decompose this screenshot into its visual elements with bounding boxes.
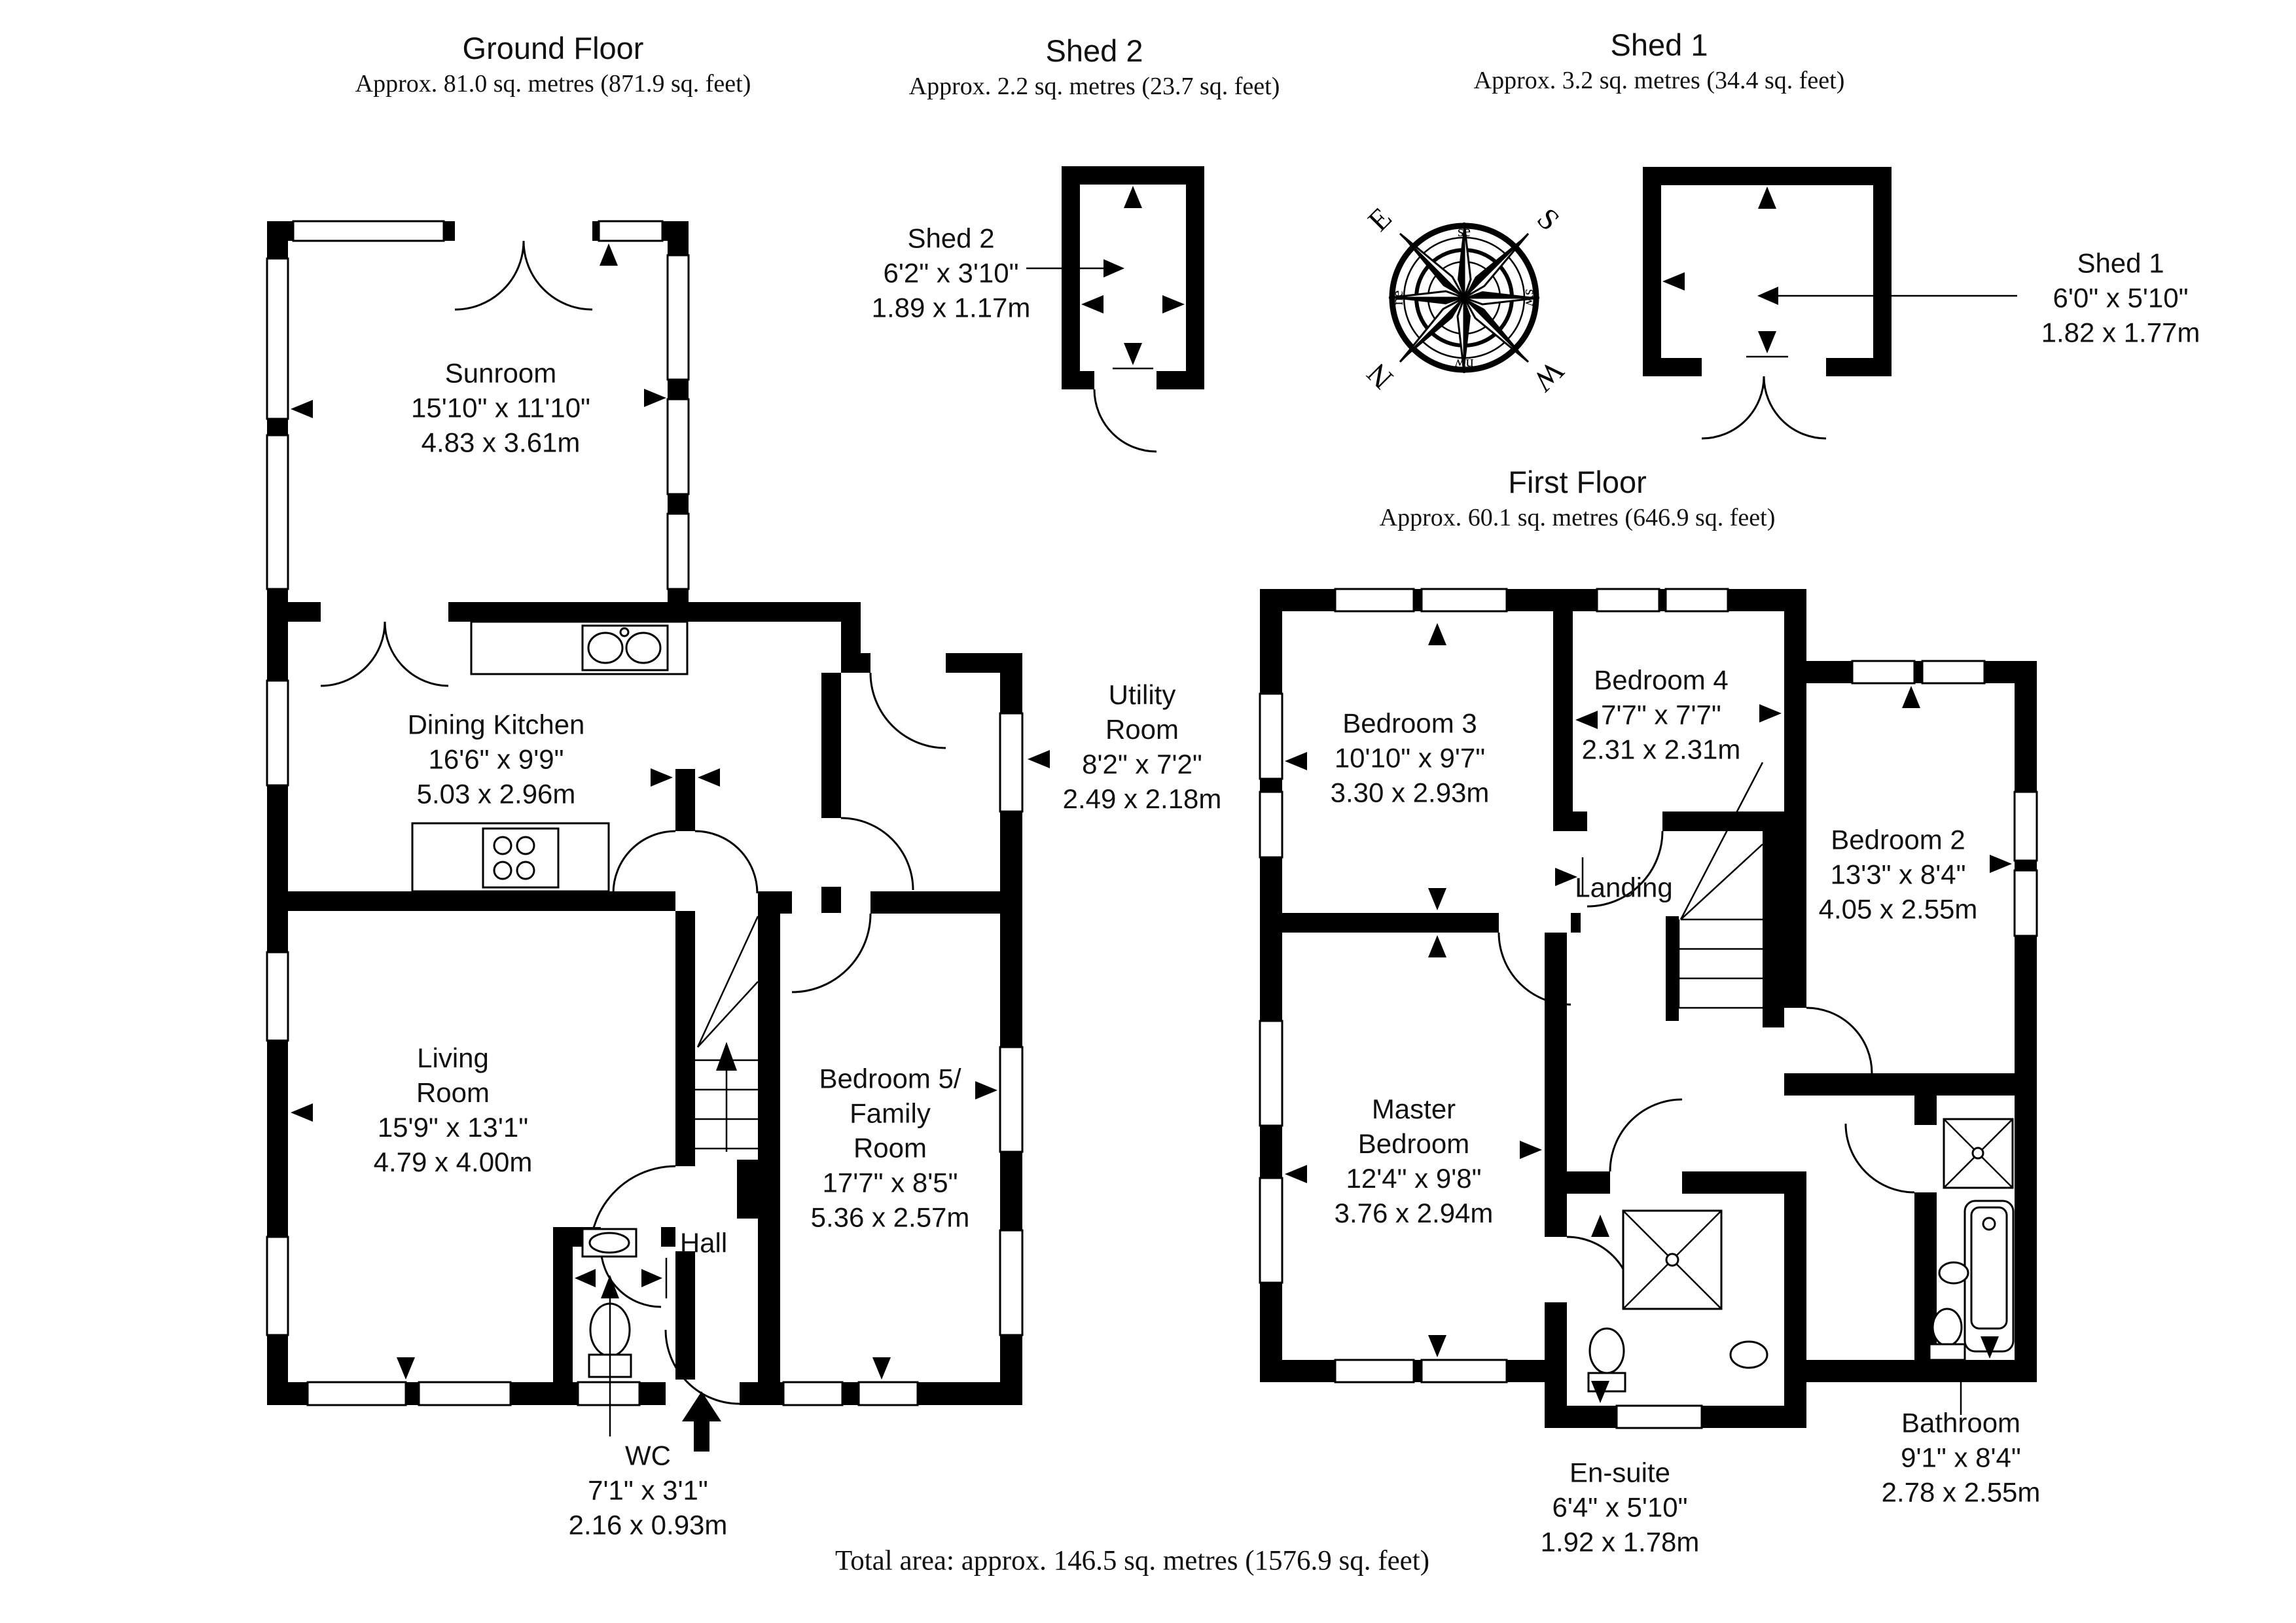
dining-kitchen-metric: 5.03 x 2.96m xyxy=(416,778,576,810)
title-shed2-area: Approx. 2.2 sq. metres (23.7 sq. feet) xyxy=(908,73,1280,100)
utility-name2: Room xyxy=(1105,714,1179,745)
sunroom-name: Sunroom xyxy=(444,357,557,389)
room-label-master xyxy=(1335,1092,1494,1230)
compass-n: N xyxy=(1360,357,1399,396)
shed2-name: Shed 2 xyxy=(907,223,995,254)
room-label-shed1 xyxy=(2041,246,2200,350)
kitchen-counter-sink xyxy=(471,622,687,674)
bathroom-metric: 2.78 x 2.55m xyxy=(1881,1476,2041,1508)
room-label-landing xyxy=(1575,870,1672,905)
compass-se: se xyxy=(1458,223,1471,240)
title-first-floor-area: Approx. 60.1 sq. metres (646.9 sq. feet) xyxy=(1379,504,1776,531)
title-ground-floor xyxy=(355,30,751,101)
bedroom5-name1: Bedroom 5/ xyxy=(819,1063,961,1094)
bedroom4-metric: 2.31 x 2.31m xyxy=(1581,734,1741,765)
bedroom4-imperial: 7'7" x 7'7" xyxy=(1601,699,1721,730)
shed1-metric: 1.82 x 1.77m xyxy=(2041,317,2200,348)
ensuite-metric: 1.92 x 1.78m xyxy=(1540,1526,1700,1558)
bedroom2-name: Bedroom 2 xyxy=(1831,824,1965,855)
wc-imperial: 7'1" x 3'1" xyxy=(588,1474,708,1506)
master-metric: 3.76 x 2.94m xyxy=(1334,1198,1494,1228)
compass-w: W xyxy=(1526,354,1571,399)
room-label-ensuite xyxy=(1541,1455,1700,1560)
living-metric: 4.79 x 4.00m xyxy=(373,1147,533,1177)
sunroom-imperial: 15'10" x 11'10" xyxy=(411,392,590,423)
master-imperial: 12'4" x 9'8" xyxy=(1346,1163,1482,1194)
ensuite-imperial: 6'4" x 5'10" xyxy=(1552,1491,1688,1523)
shed2-imperial: 6'2" x 3'10" xyxy=(883,257,1019,289)
utility-imperial: 8'2" x 7'2" xyxy=(1082,749,1202,779)
utility-metric: 2.49 x 2.18m xyxy=(1062,783,1222,814)
bedroom5-metric: 5.36 x 2.57m xyxy=(810,1202,970,1233)
shed2-leader-arrow xyxy=(1103,259,1124,277)
living-imperial: 15'9" x 13'1" xyxy=(377,1112,529,1143)
room-label-bedroom3 xyxy=(1331,706,1490,810)
shed1-name: Shed 1 xyxy=(2077,247,2164,279)
room-label-utility xyxy=(1063,677,1222,816)
bedroom3-imperial: 10'10" x 9'7" xyxy=(1334,742,1486,774)
room-label-shed2 xyxy=(872,221,1031,325)
landing-name: Landing xyxy=(1575,872,1673,903)
total-area-text: Total area: approx. 146.5 sq. metres (1576.9 sq. feet) xyxy=(834,1545,1430,1577)
room-label-wc xyxy=(569,1438,728,1543)
compass-e: E xyxy=(1361,201,1398,238)
title-first-floor-name: First Floor xyxy=(1508,465,1647,499)
bedroom2-imperial: 13'3" x 8'4" xyxy=(1830,859,1966,890)
room-label-sunroom xyxy=(411,356,590,460)
hall-name: Hall xyxy=(679,1227,728,1258)
living-name2: Room xyxy=(416,1077,490,1108)
master-name2: Bedroom xyxy=(1357,1128,1470,1159)
living-name1: Living xyxy=(417,1043,489,1073)
room-label-bathroom xyxy=(1882,1406,2041,1510)
bedroom5-name2: Family xyxy=(850,1097,931,1129)
compass-rose xyxy=(1360,201,1570,399)
bedroom2-metric: 4.05 x 2.55m xyxy=(1818,893,1978,925)
shed1-plan xyxy=(1643,167,2017,438)
bedroom4-name: Bedroom 4 xyxy=(1594,664,1729,696)
title-first-floor xyxy=(1380,464,1776,535)
shed2-plan xyxy=(1026,166,1204,452)
title-ground-floor-area: Approx. 81.0 sq. metres (871.9 sq. feet) xyxy=(355,70,751,98)
compass-s: S xyxy=(1530,201,1567,238)
title-shed2-name: Shed 2 xyxy=(1045,33,1143,68)
ensuite-fixtures xyxy=(1588,1211,1767,1403)
dining-kitchen-name: Dining Kitchen xyxy=(407,709,585,740)
sunroom-metric: 4.83 x 3.61m xyxy=(421,427,581,458)
kitchen-hob xyxy=(412,823,609,891)
bedroom5-imperial: 17'7" x 8'5" xyxy=(822,1167,958,1198)
shed1-leader-arrow xyxy=(1757,287,1778,305)
title-shed2 xyxy=(909,33,1280,103)
shed1-imperial: 6'0" x 5'10" xyxy=(2053,282,2189,313)
bedroom3-metric: 3.30 x 2.93m xyxy=(1330,777,1490,808)
room-label-bedroom2 xyxy=(1819,823,1978,927)
title-ground-floor-name: Ground Floor xyxy=(462,31,644,65)
compass-ne: ne xyxy=(1390,290,1407,306)
stairs-up-arrow xyxy=(716,1042,737,1071)
bathroom-imperial: 9'1" x 8'4" xyxy=(1901,1442,2021,1473)
room-label-dining-kitchen xyxy=(408,707,585,812)
shed2-metric: 1.89 x 1.17m xyxy=(871,292,1031,323)
ensuite-name: En-suite xyxy=(1569,1457,1671,1488)
title-shed1-area: Approx. 3.2 sq. metres (34.4 sq. feet) xyxy=(1473,67,1845,94)
master-name1: Master xyxy=(1371,1094,1456,1124)
stairs-ground-floor xyxy=(695,916,758,1152)
ground-floor-plan xyxy=(267,219,1050,1452)
stairs-first-floor xyxy=(1679,762,1763,1008)
room-label-bedroom5 xyxy=(811,1061,970,1235)
dining-kitchen-imperial: 16'6" x 9'9" xyxy=(428,743,564,775)
title-shed1 xyxy=(1474,27,1845,98)
compass-nw: nw xyxy=(1454,355,1474,372)
bedroom3-name: Bedroom 3 xyxy=(1342,707,1477,739)
bathroom-name: Bathroom xyxy=(1901,1407,2021,1438)
wc-name: WC xyxy=(625,1440,671,1471)
title-shed1-name: Shed 1 xyxy=(1610,27,1708,62)
bedroom5-name3: Room xyxy=(853,1132,927,1164)
room-label-bedroom4 xyxy=(1582,663,1741,767)
wc-metric: 2.16 x 0.93m xyxy=(568,1509,728,1541)
utility-name1: Utility xyxy=(1108,679,1176,710)
compass-sw: sw xyxy=(1522,289,1539,307)
room-label-hall xyxy=(680,1226,727,1260)
room-label-living xyxy=(374,1041,533,1179)
